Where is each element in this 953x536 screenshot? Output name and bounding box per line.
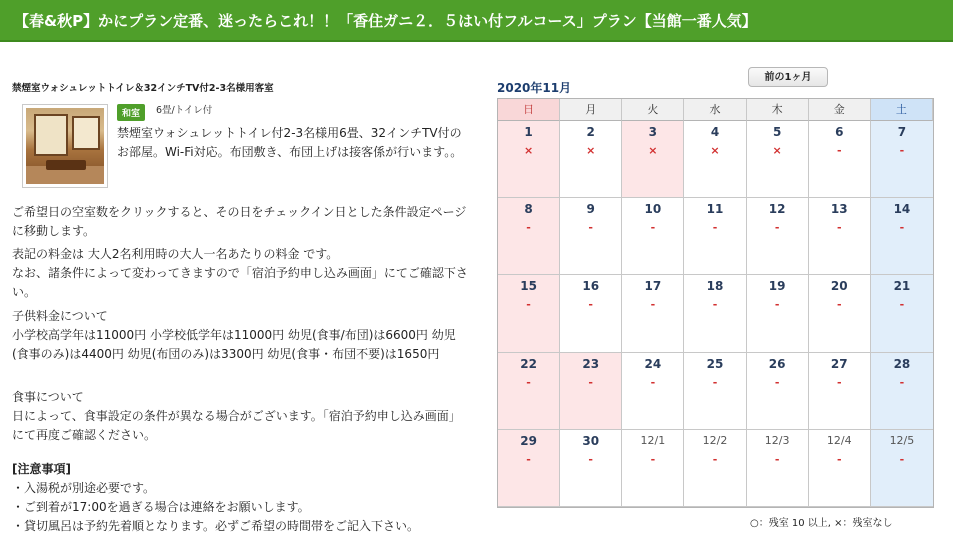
notes-section — [12, 460, 472, 536]
availability-mark[interactable]: × — [772, 144, 782, 157]
calendar-day-number: 20 — [830, 279, 848, 294]
availability-mark[interactable]: - — [836, 452, 842, 466]
calendar-day-cell[interactable] — [871, 198, 933, 275]
calendar-day-number: 22 — [520, 356, 537, 371]
availability-mark[interactable]: - — [526, 375, 531, 389]
calendar-day-cell[interactable] — [871, 430, 933, 507]
calendar-day-number: 19 — [768, 279, 786, 294]
availability-calendar — [497, 98, 934, 508]
calendar-day-cell[interactable] — [684, 121, 746, 198]
meal-section — [12, 388, 472, 445]
calendar-day-number: 12/3 — [764, 433, 790, 447]
calendar-day-number: 1 — [524, 125, 533, 139]
room-photo-image — [26, 108, 104, 184]
calendar-day-cell[interactable] — [560, 121, 622, 198]
weekday-header-sat: 土 — [871, 99, 933, 121]
availability-mark[interactable]: - — [899, 144, 905, 157]
calendar-day-number: 3 — [648, 125, 658, 139]
room-type-detail: 6畳/トイレ付 — [156, 105, 213, 116]
calendar-day-number: 18 — [706, 279, 724, 294]
calendar-day-cell[interactable] — [622, 121, 684, 198]
calendar-day-number: 8 — [524, 202, 533, 217]
availability-mark[interactable]: - — [899, 221, 905, 235]
calendar-day-number: 17 — [644, 279, 662, 294]
calendar-day-cell[interactable] — [809, 430, 871, 507]
availability-mark[interactable]: - — [836, 298, 842, 312]
meal-title: 食事について — [12, 390, 84, 404]
weekday-header-thu: 木 — [747, 99, 809, 121]
availability-mark[interactable]: - — [899, 375, 905, 389]
availability-mark[interactable]: - — [526, 221, 531, 235]
calendar-day-cell[interactable] — [871, 353, 933, 430]
notes-title: [注意事項] — [12, 462, 71, 476]
availability-mark[interactable]: - — [836, 221, 842, 235]
calendar-day-cell[interactable] — [622, 275, 684, 352]
calendar-day-cell[interactable] — [809, 275, 871, 352]
availability-mark[interactable]: - — [588, 298, 593, 312]
calendar-day-cell[interactable] — [684, 198, 746, 275]
note-item: ・入湯税が別途必要です。 — [12, 481, 156, 495]
calendar-day-number: 2 — [586, 125, 595, 139]
room-name: 禁煙室ウォシュレットトイレ＆32インチTV付2-3名様用客室 — [12, 83, 274, 94]
child-price-detail: 小学校高学年は11000円 小学校低学年は11000円 幼児(食事/布団)は6600円 幼児(食事のみ)は4400円 幼児(布団のみ)は3300円 幼児(食事・布団不要)は1650円 — [12, 328, 456, 361]
availability-mark[interactable]: - — [588, 452, 593, 466]
calendar-day-cell[interactable] — [871, 275, 933, 352]
calendar-day-number: 21 — [893, 279, 911, 294]
availability-mark[interactable]: - — [650, 452, 656, 466]
calendar-day-cell[interactable] — [498, 353, 560, 430]
calendar-day-cell[interactable] — [809, 353, 871, 430]
note-item: ・ご到着が17:00を過ぎる場合は連絡をお願いします。 — [12, 500, 310, 514]
calendar-day-cell[interactable] — [747, 430, 809, 507]
availability-mark[interactable]: - — [588, 221, 593, 235]
room-description: 禁煙室ウォシュレットトイレ付2-3名様用6畳、32インチTV付のお部屋。Wi-Fi対応。布団敷き、布団上げは接客係が行います。。 — [117, 126, 463, 159]
availability-mark[interactable]: - — [899, 298, 905, 312]
availability-mark[interactable]: × — [523, 144, 534, 157]
note-item: ・貸切風呂は予約先着順となります。必ずご希望の時間帯をご記入下さい。 — [12, 519, 420, 533]
availability-mark[interactable]: - — [774, 298, 780, 312]
calendar-day-number: 12/5 — [889, 433, 915, 447]
availability-mark[interactable]: - — [774, 375, 780, 389]
price-note-2: なお、諸条件によって変わってきますので「宿泊予約申し込み画面」にてご確認下さい。 — [12, 266, 468, 299]
availability-mark[interactable]: - — [836, 144, 842, 157]
availability-mark[interactable]: - — [712, 221, 718, 235]
availability-mark[interactable]: - — [712, 375, 718, 389]
calendar-day-cell[interactable] — [622, 430, 684, 507]
calendar-day-number: 27 — [830, 356, 848, 371]
calendar-day-cell[interactable] — [498, 198, 560, 275]
child-price-section — [12, 307, 472, 364]
calendar-day-cell[interactable] — [809, 198, 871, 275]
room-type-badge: 和室 — [117, 104, 145, 121]
calendar-day-number: 4 — [710, 125, 720, 139]
instruction: ご希望日の空室数をクリックすると、その日をチェックイン日とした条件設定ページに移動します。 — [12, 205, 467, 238]
calendar-day-number: 12/4 — [826, 433, 852, 447]
calendar-day-cell[interactable] — [684, 353, 746, 430]
calendar-day-cell[interactable] — [684, 275, 746, 352]
availability-mark[interactable]: - — [526, 452, 531, 466]
weekday-header-tue: 火 — [622, 99, 684, 121]
calendar-day-cell[interactable] — [684, 430, 746, 507]
child-price-title: 子供料金について — [12, 309, 108, 323]
calendar-day-cell[interactable] — [560, 275, 622, 352]
availability-mark[interactable]: × — [648, 144, 658, 157]
availability-mark[interactable]: - — [650, 221, 656, 235]
calendar-day-cell[interactable] — [747, 275, 809, 352]
availability-mark[interactable]: - — [588, 375, 593, 389]
availability-mark[interactable]: - — [712, 452, 718, 466]
calendar-day-number: 28 — [893, 356, 911, 371]
calendar-day-cell[interactable] — [809, 121, 871, 198]
availability-mark[interactable]: × — [710, 144, 720, 157]
calendar-day-cell[interactable] — [498, 430, 560, 507]
calendar-day-number: 30 — [582, 433, 600, 448]
room-photo[interactable] — [22, 104, 108, 188]
instruction-text — [12, 203, 472, 241]
availability-mark[interactable]: - — [899, 452, 905, 466]
availability-mark[interactable]: - — [774, 221, 780, 235]
calendar-day-number: 24 — [644, 356, 662, 371]
calendar-day-number: 12/2 — [702, 433, 728, 447]
calendar-day-cell[interactable] — [560, 198, 622, 275]
calendar-day-number: 29 — [520, 433, 537, 448]
calendar-day-cell[interactable] — [498, 121, 560, 198]
weekday-header-fri: 金 — [809, 99, 871, 121]
calendar-day-number: 6 — [835, 125, 844, 139]
availability-mark[interactable]: - — [774, 452, 780, 466]
availability-mark[interactable]: - — [712, 298, 718, 312]
calendar-day-number: 9 — [586, 202, 595, 217]
availability-mark[interactable]: - — [526, 298, 531, 312]
calendar-day-cell[interactable] — [871, 121, 933, 198]
price-notes — [12, 245, 472, 302]
calendar-day-number: 14 — [893, 202, 911, 217]
weekday-header-sun: 日 — [498, 99, 560, 121]
calendar-day-cell[interactable] — [622, 198, 684, 275]
calendar-day-cell[interactable] — [747, 198, 809, 275]
calendar-day-number: 10 — [644, 202, 662, 217]
calendar-day-number: 23 — [582, 356, 600, 371]
calendar-day-number: 25 — [706, 356, 724, 371]
calendar-month-label: 2020年11月 — [497, 81, 572, 95]
calendar-day-cell[interactable] — [622, 353, 684, 430]
previous-month-button[interactable]: 前の1ヶ月 — [748, 67, 828, 87]
calendar-day-number: 15 — [520, 279, 537, 294]
calendar-day-cell[interactable] — [747, 121, 809, 198]
calendar-day-number: 7 — [897, 125, 907, 139]
price-note-1: 表記の料金は 大人2名利用時の大人一名あたりの料金 です。 — [12, 247, 339, 261]
calendar-day-cell[interactable] — [498, 275, 560, 352]
calendar-day-cell[interactable] — [560, 430, 622, 507]
availability-mark[interactable]: - — [650, 375, 656, 389]
availability-mark[interactable]: - — [650, 298, 656, 312]
calendar-day-number: 13 — [830, 202, 848, 217]
calendar-day-cell[interactable] — [560, 353, 622, 430]
calendar-day-number: 12/1 — [640, 433, 666, 447]
weekday-header-mon: 月 — [560, 99, 622, 121]
calendar-legend: ○：残室 10 以上, ×：残室なし — [750, 518, 893, 529]
meal-detail: 日によって、食事設定の条件が異なる場合がございます。「宿泊予約申し込み画面」にて再度ご確認ください。 — [12, 409, 461, 442]
calendar-day-number: 11 — [706, 202, 724, 217]
calendar-day-number: 12 — [768, 202, 786, 217]
calendar-day-number: 16 — [582, 279, 600, 294]
availability-mark[interactable]: - — [836, 375, 842, 389]
calendar-day-number: 26 — [768, 356, 786, 371]
weekday-header-wed: 水 — [684, 99, 746, 121]
calendar-day-number: 5 — [772, 125, 782, 139]
availability-mark[interactable]: × — [586, 144, 596, 157]
calendar-day-cell[interactable] — [747, 353, 809, 430]
plan-title: 【春&秋P】かにプラン定番、迷ったらこれ！！「香住ガニ２．５はい付フルコース」プラン【当館一番人気】 — [0, 0, 953, 42]
